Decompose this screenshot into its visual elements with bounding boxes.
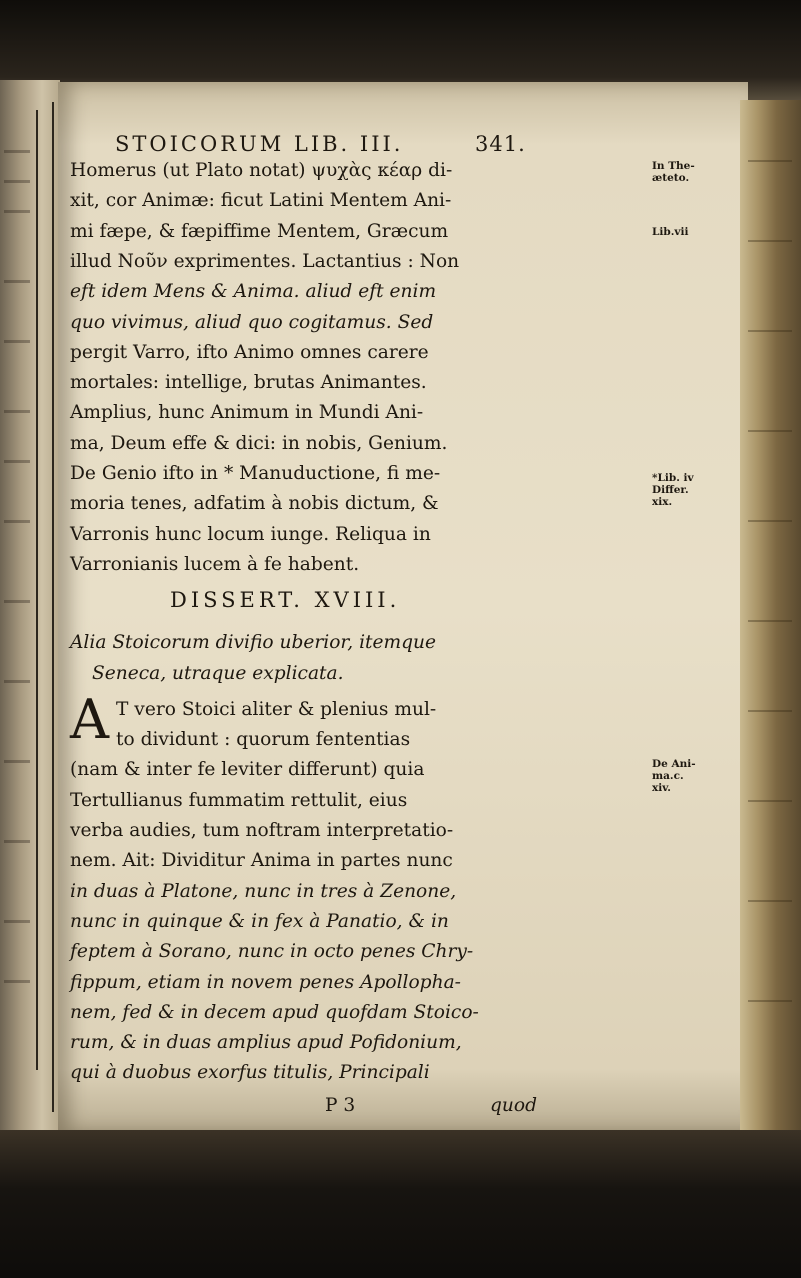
text-line: Varronis hunc locum iunge. Reliqua in bbox=[70, 523, 431, 545]
text-line: rum, & in duas amplius apud Pofidonium, bbox=[70, 1032, 462, 1054]
drop-cap: A bbox=[70, 687, 109, 751]
text-line: moria tenes, adfatim à nobis dictum, & bbox=[70, 493, 439, 515]
text-line: mi fæpe, & fæpiffime Mentem, Græcum bbox=[70, 220, 449, 242]
previous-pages-edge bbox=[0, 80, 60, 1130]
section-heading: DISSERT. XVIII. bbox=[170, 588, 401, 613]
margin-note-line: xix. bbox=[652, 496, 673, 508]
text-line: xit, cor Animæ: ficut Latini Mentem Ani- bbox=[70, 190, 452, 212]
text-line: nem. Ait: Dividitur Anima in partes nunc bbox=[70, 850, 453, 872]
margin-note-line: In The- bbox=[652, 160, 695, 172]
running-header bbox=[70, 118, 650, 154]
text-line: eft idem Mens & Anima. aliud eft enim bbox=[70, 281, 437, 303]
summary-line: Alia Stoicorum divifio uberior, itemque bbox=[70, 632, 437, 654]
margin-note-line: *Lib. iv bbox=[652, 472, 694, 484]
text-line: Amplius, hunc Animum in Mundi Ani- bbox=[70, 402, 424, 424]
text-line: qui à duobus exorfus titulis, Principali bbox=[70, 1062, 430, 1084]
text-line: feptem à Sorano, nunc in octo penes Chry- bbox=[70, 941, 474, 963]
bottom-background bbox=[0, 1130, 801, 1278]
margin-note-line: Lib.vii bbox=[652, 226, 689, 238]
text-line: to dividunt : quorum fententias bbox=[116, 729, 411, 751]
left-margin-rule bbox=[36, 110, 38, 1070]
text-line: nunc in quinque & in fex à Panatio, & in bbox=[70, 910, 449, 932]
right-page-edge bbox=[740, 100, 801, 1140]
margin-note-line: ma.c. bbox=[652, 770, 684, 782]
margin-note-line: Differ. bbox=[652, 484, 689, 496]
text-line: ma, Deum effe & dici: in nobis, Genium. bbox=[70, 432, 448, 454]
text-line: T vero Stoici aliter & plenius mul- bbox=[116, 698, 437, 720]
text-line: (nam & inter fe leviter differunt) quia bbox=[70, 759, 425, 781]
margin-note-line: æteto. bbox=[652, 172, 690, 184]
margin-note bbox=[652, 226, 688, 238]
page-text bbox=[70, 118, 650, 1116]
text-line: mortales: intellige, brutas Animantes. bbox=[70, 372, 427, 394]
margin-note-line: De Ani- bbox=[652, 758, 696, 770]
running-title: STOICORUM LIB. III. bbox=[115, 132, 404, 156]
text-line: De Genio ifto in * Manuductione, fi me- bbox=[70, 463, 441, 484]
text-line: quo vivimus, aliud quo cogitamus. Sed bbox=[70, 311, 434, 333]
text-line: Varronianis lucem à fe habent. bbox=[70, 553, 360, 575]
text-line: in duas à Platone, nunc in tres à Zenone, bbox=[70, 880, 457, 902]
page-margin-rule bbox=[52, 102, 54, 1112]
summary-line: Seneca, utraque explicata. bbox=[92, 662, 344, 684]
catchword: quod bbox=[490, 1094, 537, 1116]
margin-note bbox=[652, 472, 694, 508]
signature-mark: P 3 bbox=[325, 1094, 356, 1116]
text-line: nem, fed & in decem apud quofdam Stoico- bbox=[70, 1001, 479, 1023]
margin-note-line: xiv. bbox=[652, 782, 671, 794]
margin-note bbox=[652, 758, 696, 794]
margin-note bbox=[652, 160, 695, 184]
text-line: verba audies, tum noftram interpretatio- bbox=[70, 820, 454, 841]
text-line: fippum, etiam in novem penes Apollopha- bbox=[70, 971, 461, 993]
text-line: pergit Varro, ifto Animo omnes carere bbox=[70, 341, 429, 363]
text-line: Tertullianus fummatim rettulit, eius bbox=[70, 789, 408, 811]
text-line: illud Νοῦν exprimentes. Lactantius : Non bbox=[70, 250, 460, 272]
page-number: 341. bbox=[475, 132, 526, 156]
text-line: Homerus (ut Plato notat) ψυχὰς κέαρ di- bbox=[70, 160, 453, 181]
